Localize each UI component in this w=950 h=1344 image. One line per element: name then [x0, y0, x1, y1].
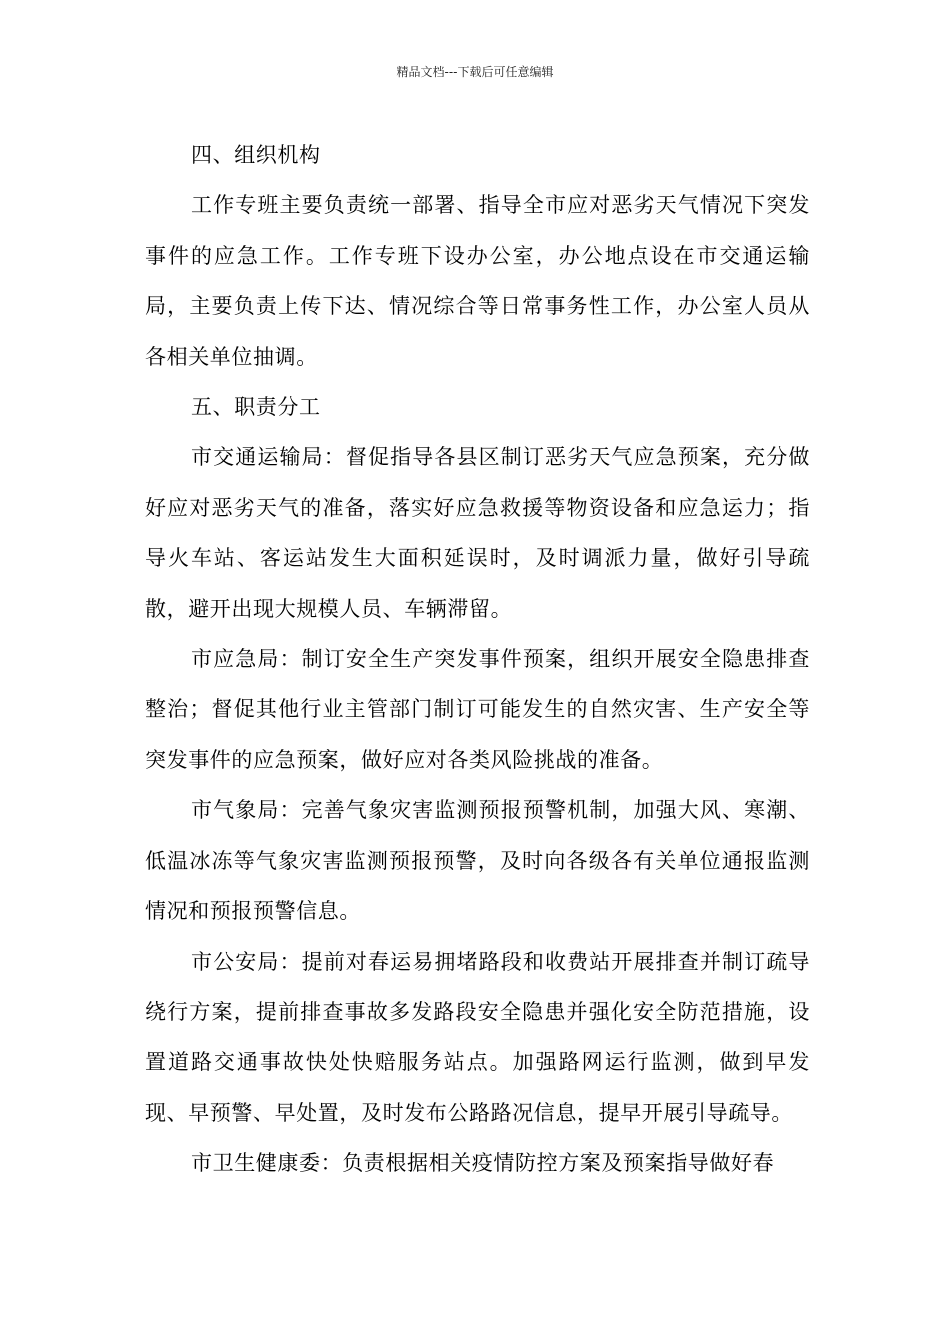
section-heading-responsibilities: 五、职责分工: [191, 395, 321, 420]
paragraph-public-security-bureau: 市公安局：提前对春运易拥堵路段和收费站开展排查并制订疏导绕行方案，提前排查事故多发路段安全隐患并强化安全防范措施，设置道路交通事故快处快赔服务站点。加强路网运行监测，做到早发现、早预警、早处置，及时发布公路路况信息，提早开展引导疏导。: [145, 949, 810, 1125]
paragraph-meteorological-bureau: 市气象局：完善气象灾害监测预报预警机制，加强大风、寒潮、低温冰冻等气象灾害监测预报预警，及时向各级各有关单位通报监测情况和预报预警信息。: [145, 798, 810, 924]
page-header: 精品文档---下载后可任意编辑: [396, 65, 554, 79]
paragraph-emergency-bureau: 市应急局：制订安全生产突发事件预案，组织开展安全隐患排查整治；督促其他行业主管部门制订可能发生的自然灾害、生产安全等突发事件的应急预案，做好应对各类风险挑战的准备。: [145, 647, 810, 772]
section-heading-organization: 四、组织机构: [191, 143, 321, 167]
paragraph-organization: 工作专班主要负责统一部署、指导全市应对恶劣天气情况下突发事件的应急工作。工作专班下设办公室，办公地点设在市交通运输局，主要负责上传下达、情况综合等日常事务性工作，办公室人员从各相关单位抽调。: [145, 193, 810, 369]
paragraph-transport-bureau: 市交通运输局：督促指导各县区制订恶劣天气应急预案，充分做好应对恶劣天气的准备，落实好应急救援等物资设备和应急运力；指导火车站、客运站发生大面积延误时，及时调派力量，做好引导疏散，避开出现大规模人员、车辆滞留。: [145, 445, 810, 621]
document-body: [145, 130, 810, 1189]
paragraph-health-commission: 市卫生健康委：负责根据相关疫情防控方案及预案指导做好春: [191, 1151, 775, 1176]
